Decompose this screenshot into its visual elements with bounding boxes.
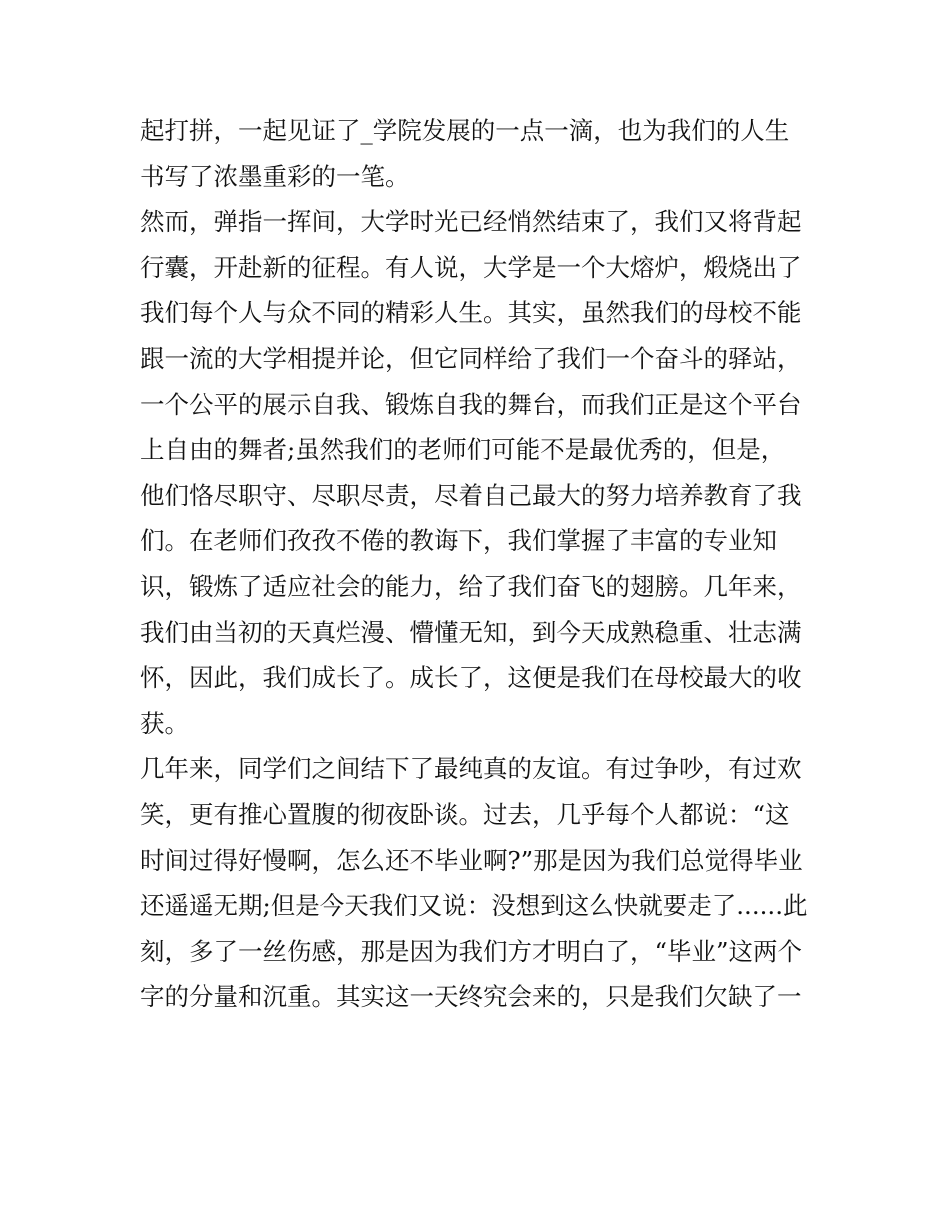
text-line: 书写了浓墨重彩的一笔。 — [140, 161, 410, 191]
text-line: 跟一流的大学相提并论，但它同样给了我们一个奋斗的驿站， — [140, 343, 802, 373]
text-line: 时间过得好慢啊，怎么还不毕业啊?”那是因为我们总觉得毕业 — [140, 845, 803, 875]
text-line: 几年来，同学们之间结下了最纯真的友谊。有过争吵，有过欢 — [140, 754, 802, 784]
text-line: 他们恪尽职守、尽职尽责，尽着自己最大的努力培养教育了我 — [140, 480, 802, 510]
body-text — [140, 108, 820, 1020]
text-line: 怀，因此，我们成长了。成长了，这便是我们在母校最大的收 — [140, 663, 802, 693]
text-line: 获。 — [140, 708, 189, 738]
text-line: 字的分量和沉重。其实这一天终究会来的，只是我们欠缺了一 — [140, 982, 802, 1012]
text-line: 我们每个人与众不同的精彩人生。其实，虽然我们的母校不能 — [140, 298, 802, 328]
text-line: 们。在老师们孜孜不倦的教诲下，我们掌握了丰富的专业知 — [140, 526, 777, 556]
text-line: 上自由的舞者;虽然我们的老师们可能不是最优秀的，但是， — [140, 435, 786, 465]
text-line: 刻，多了一丝伤感，那是因为我们方才明白了，“毕业”这两个 — [140, 936, 803, 966]
text-line: 然而，弹指一挥间，大学时光已经悄然结束了，我们又将背起 — [140, 207, 802, 237]
text-line: 一个公平的展示自我、锻炼自我的舞台，而我们正是这个平台 — [140, 389, 802, 419]
text-line: 识，锻炼了适应社会的能力，给了我们奋飞的翅膀。几年来， — [140, 571, 802, 601]
text-line: 还遥遥无期;但是今天我们又说：没想到这么快就要走了......此 — [140, 891, 808, 921]
text-line: 笑，更有推心置腹的彻夜卧谈。过去，几乎每个人都说：“这 — [140, 799, 790, 829]
text-line: 行囊，开赴新的征程。有人说，大学是一个大熔炉，煅烧出了 — [140, 252, 802, 282]
text-line: 起打拼，一起见证了_学院发展的一点一滴，也为我们的人生 — [140, 116, 790, 145]
text-line: 我们由当初的天真烂漫、懵懂无知，到今天成熟稳重、壮志满 — [140, 617, 802, 647]
